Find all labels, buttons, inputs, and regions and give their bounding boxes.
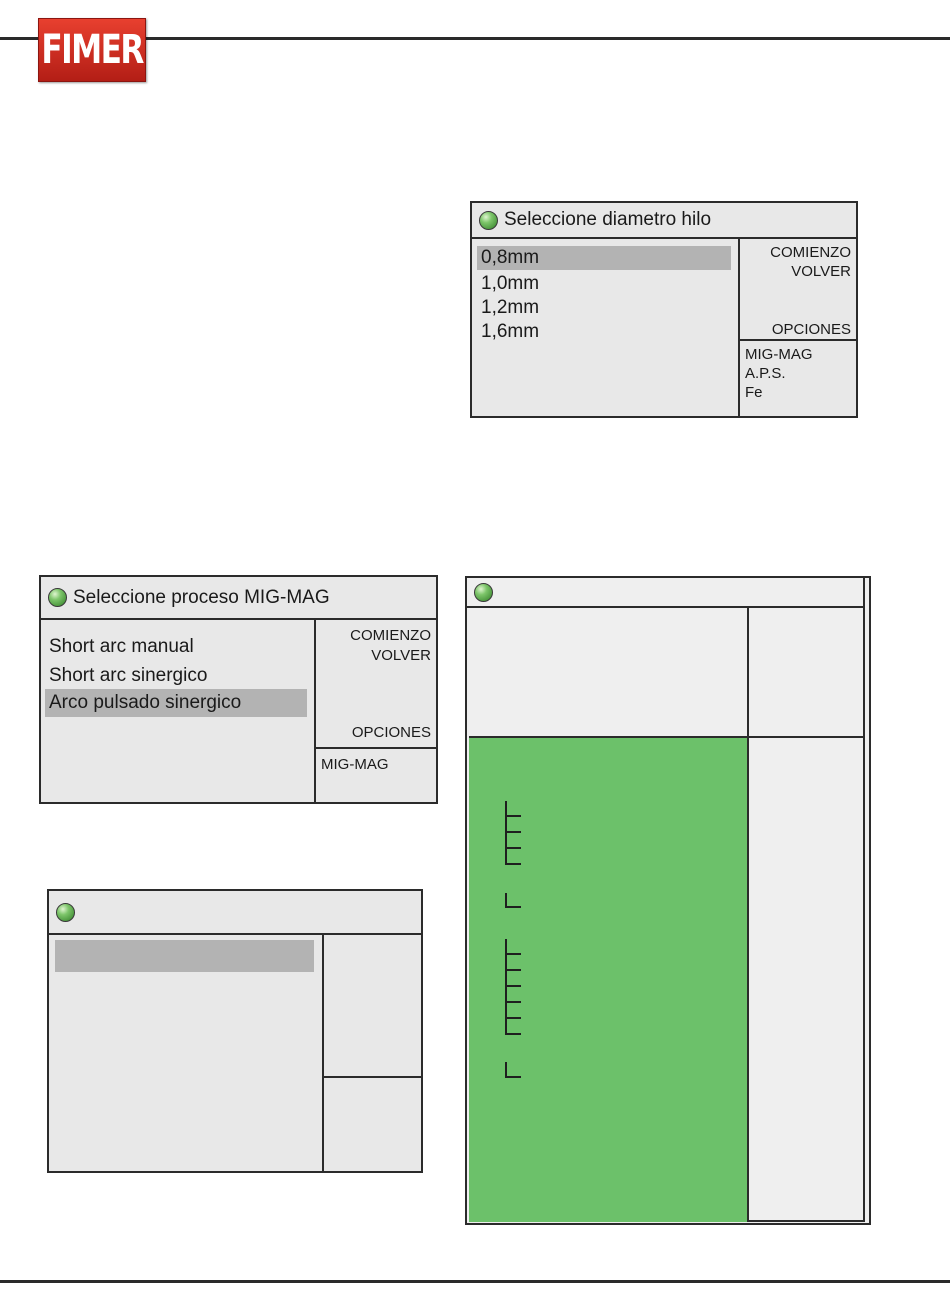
blank-selection-screen	[47, 889, 423, 1173]
status-led-icon	[48, 588, 67, 607]
menu-item-short-arc-sinergico[interactable]: Short arc sinergico	[49, 665, 208, 686]
screen-titlebar	[41, 577, 436, 620]
back-softkey-label[interactable]: VOLVER	[791, 263, 851, 280]
parameter-screen	[465, 576, 871, 1225]
wire-diameter-screen	[470, 201, 858, 418]
menu-item-0-8mm[interactable]: 0,8mm	[477, 246, 731, 270]
screen-titlebar	[49, 891, 421, 935]
options-softkey-label[interactable]: OPCIONES	[771, 321, 851, 338]
back-softkey-label[interactable]: VOLVER	[371, 647, 431, 664]
divider	[322, 1076, 423, 1078]
fimer-logo	[38, 18, 146, 82]
info-process: MIG-MAG	[745, 346, 813, 363]
tick-group-2	[505, 939, 521, 1035]
tick-mark	[505, 971, 521, 987]
options-softkey-label[interactable]: OPCIONES	[351, 724, 431, 741]
logo-text: FIMER	[41, 27, 143, 73]
status-led-icon	[479, 211, 498, 230]
menu-item-1-6mm[interactable]: 1,6mm	[481, 321, 540, 342]
tick-mark	[505, 849, 521, 865]
info-material: Fe	[745, 384, 763, 401]
bottom-rule	[0, 1280, 950, 1283]
tick-mark	[505, 833, 521, 849]
screen-titlebar	[467, 578, 863, 608]
screen-titlebar	[472, 203, 856, 239]
divider	[322, 933, 324, 1173]
tick-mark	[505, 801, 521, 817]
selected-row[interactable]	[55, 940, 314, 972]
divider	[314, 618, 316, 804]
tick-mark	[505, 955, 521, 971]
start-softkey-label[interactable]: COMIENZO	[770, 244, 851, 261]
menu-item-1-2mm[interactable]: 1,2mm	[481, 297, 540, 318]
tick-mark	[505, 817, 521, 833]
status-led-icon	[56, 903, 75, 922]
screen-title: Seleccione proceso MIG-MAG	[73, 586, 330, 608]
tick-group-1	[505, 801, 521, 865]
start-softkey-label[interactable]: COMIENZO	[350, 627, 431, 644]
divider	[738, 237, 740, 418]
tick-mark	[505, 939, 521, 955]
divider	[747, 606, 749, 1222]
menu-item-arco-pulsado-sinergico[interactable]: Arco pulsado sinergico	[45, 689, 307, 717]
info-mode: A.P.S.	[745, 365, 786, 382]
process-screen	[39, 575, 438, 804]
tick-mark	[505, 893, 521, 908]
menu-item-short-arc-manual[interactable]: Short arc manual	[49, 636, 194, 657]
tick-mark	[505, 1003, 521, 1019]
tick-mark	[505, 1019, 521, 1035]
status-led-icon	[474, 583, 493, 602]
tick-mark	[505, 987, 521, 1003]
info-process: MIG-MAG	[321, 756, 389, 773]
divider	[314, 747, 438, 749]
menu-item-1-0mm[interactable]: 1,0mm	[481, 273, 540, 294]
screen-title: Seleccione diametro hilo	[504, 209, 712, 230]
divider	[738, 339, 858, 341]
tick-mark	[505, 1062, 521, 1078]
